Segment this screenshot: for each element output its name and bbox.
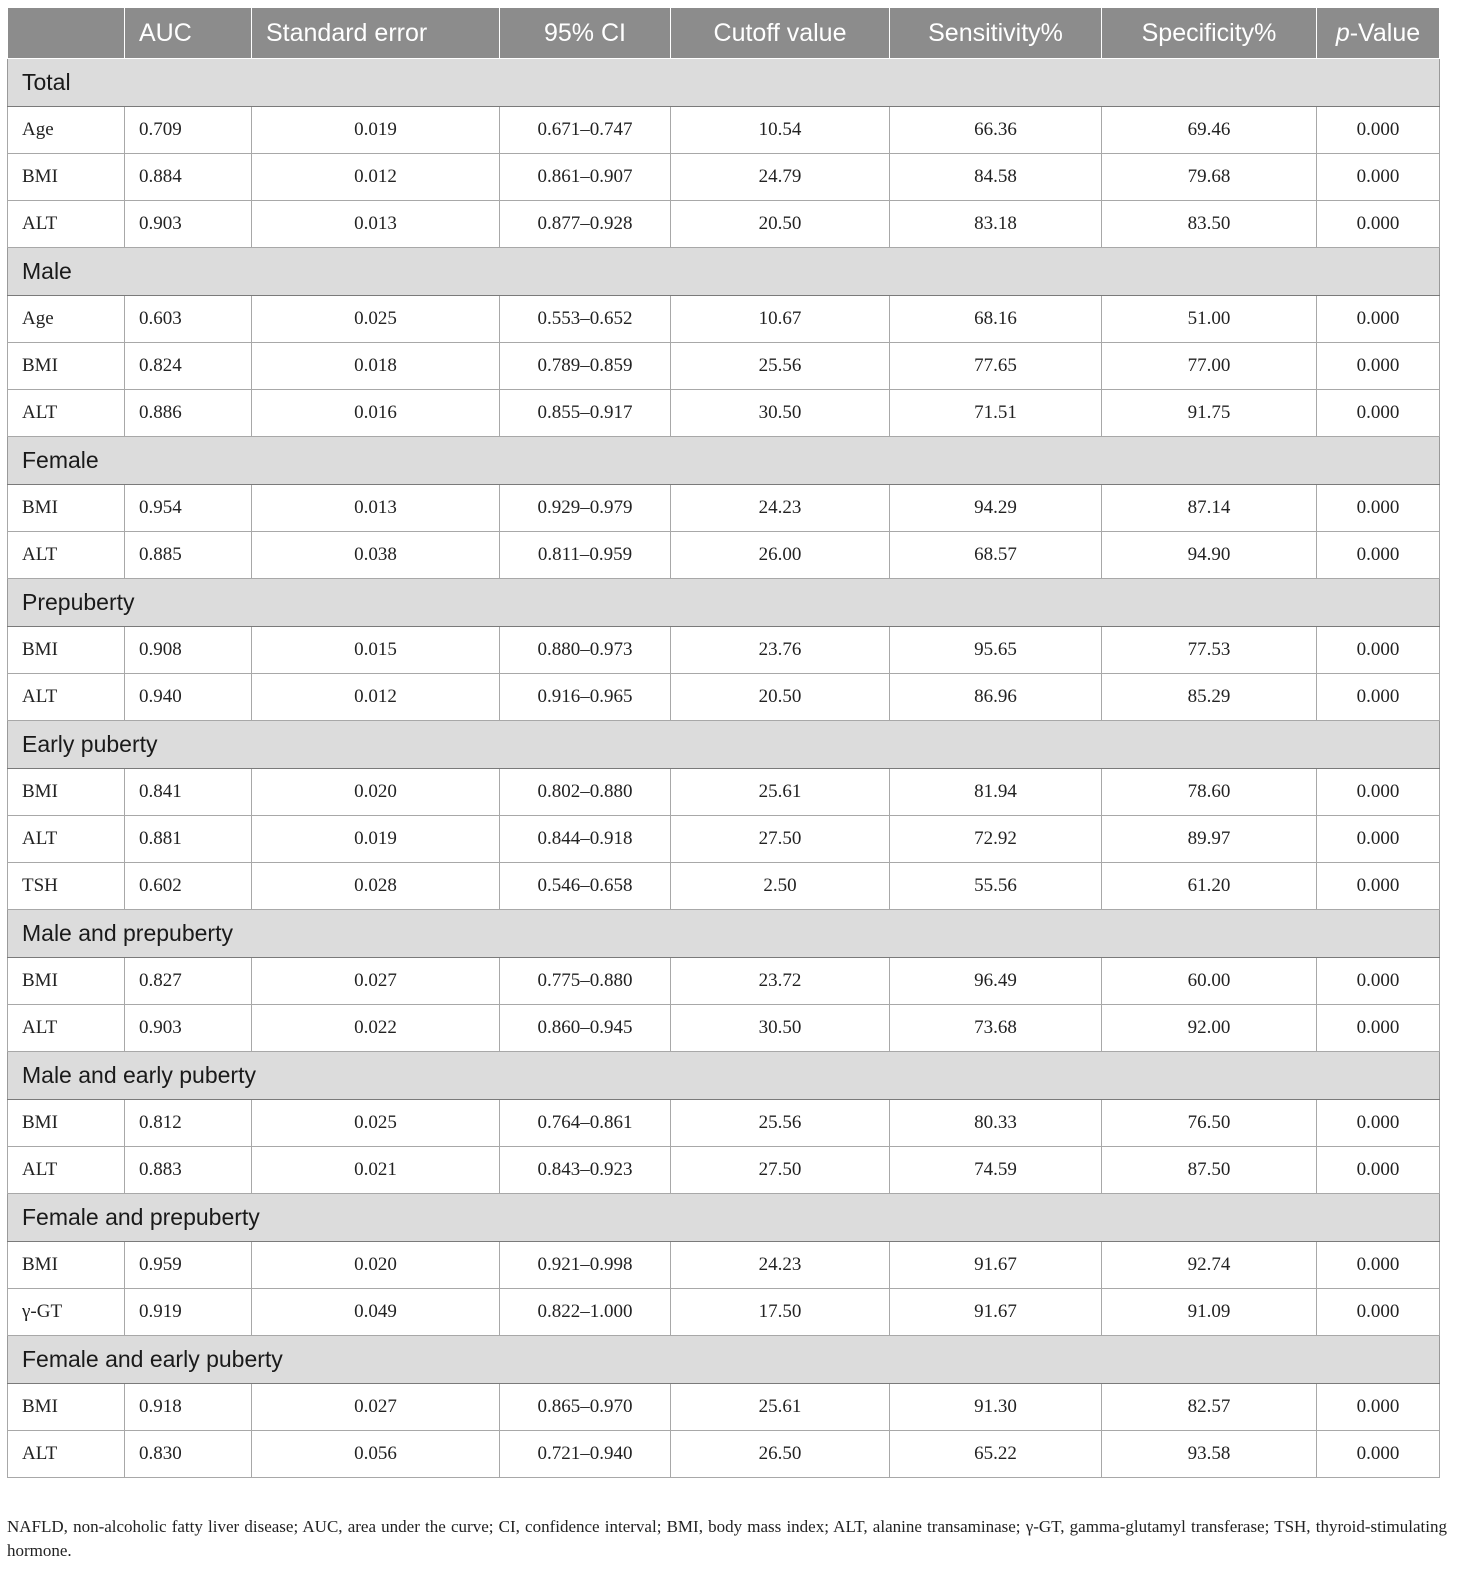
cell-ci: 0.721–0.940 xyxy=(500,1431,671,1478)
cell-specificity: 61.20 xyxy=(1102,863,1317,910)
cell-variable: BMI xyxy=(8,154,125,201)
group-title: Prepuberty xyxy=(8,579,1440,627)
cell-standard-error: 0.020 xyxy=(252,1242,500,1289)
table-row xyxy=(8,627,1440,674)
table-row xyxy=(8,1431,1440,1478)
group-row xyxy=(8,248,1440,296)
cell-p-value: 0.000 xyxy=(1317,674,1440,721)
cell-variable: BMI xyxy=(8,1384,125,1431)
cell-sensitivity: 94.29 xyxy=(890,485,1102,532)
cell-auc: 0.886 xyxy=(125,390,252,437)
table-container xyxy=(7,7,1439,1478)
header-variable xyxy=(8,8,125,59)
table-row xyxy=(8,1242,1440,1289)
cell-auc: 0.884 xyxy=(125,154,252,201)
cell-cutoff: 20.50 xyxy=(671,674,890,721)
cell-variable: ALT xyxy=(8,1431,125,1478)
cell-auc: 0.602 xyxy=(125,863,252,910)
header-specificity: Specificity% xyxy=(1102,8,1317,59)
header-sensitivity: Sensitivity% xyxy=(890,8,1102,59)
cell-p-value: 0.000 xyxy=(1317,1242,1440,1289)
cell-standard-error: 0.049 xyxy=(252,1289,500,1336)
cell-ci: 0.553–0.652 xyxy=(500,296,671,343)
cell-p-value: 0.000 xyxy=(1317,107,1440,154)
table-row xyxy=(8,107,1440,154)
cell-p-value: 0.000 xyxy=(1317,1005,1440,1052)
table-row xyxy=(8,769,1440,816)
table-row xyxy=(8,154,1440,201)
cell-specificity: 92.00 xyxy=(1102,1005,1317,1052)
cell-sensitivity: 72.92 xyxy=(890,816,1102,863)
cell-ci: 0.822–1.000 xyxy=(500,1289,671,1336)
cell-auc: 0.918 xyxy=(125,1384,252,1431)
cell-auc: 0.883 xyxy=(125,1147,252,1194)
cell-variable: ALT xyxy=(8,1147,125,1194)
group-title: Female and prepuberty xyxy=(8,1194,1440,1242)
cell-p-value: 0.000 xyxy=(1317,863,1440,910)
cell-cutoff: 25.61 xyxy=(671,769,890,816)
cell-variable: γ-GT xyxy=(8,1289,125,1336)
cell-p-value: 0.000 xyxy=(1317,816,1440,863)
cell-standard-error: 0.012 xyxy=(252,674,500,721)
group-title: Male xyxy=(8,248,1440,296)
cell-specificity: 87.50 xyxy=(1102,1147,1317,1194)
group-row xyxy=(8,1194,1440,1242)
group-title: Female xyxy=(8,437,1440,485)
cell-p-value: 0.000 xyxy=(1317,201,1440,248)
cell-specificity: 85.29 xyxy=(1102,674,1317,721)
cell-specificity: 60.00 xyxy=(1102,958,1317,1005)
cell-sensitivity: 55.56 xyxy=(890,863,1102,910)
table-row xyxy=(8,1100,1440,1147)
cell-p-value: 0.000 xyxy=(1317,532,1440,579)
table-row xyxy=(8,1005,1440,1052)
cell-sensitivity: 80.33 xyxy=(890,1100,1102,1147)
cell-cutoff: 23.72 xyxy=(671,958,890,1005)
cell-specificity: 94.90 xyxy=(1102,532,1317,579)
group-title: Male and early puberty xyxy=(8,1052,1440,1100)
cell-auc: 0.709 xyxy=(125,107,252,154)
cell-p-value: 0.000 xyxy=(1317,296,1440,343)
cell-cutoff: 24.23 xyxy=(671,1242,890,1289)
cell-variable: BMI xyxy=(8,343,125,390)
cell-ci: 0.811–0.959 xyxy=(500,532,671,579)
cell-sensitivity: 91.30 xyxy=(890,1384,1102,1431)
cell-variable: BMI xyxy=(8,485,125,532)
cell-variable: BMI xyxy=(8,769,125,816)
cell-specificity: 92.74 xyxy=(1102,1242,1317,1289)
group-row xyxy=(8,579,1440,627)
cell-variable: BMI xyxy=(8,1100,125,1147)
group-row xyxy=(8,59,1440,107)
cell-variable: ALT xyxy=(8,816,125,863)
cell-auc: 0.908 xyxy=(125,627,252,674)
cell-standard-error: 0.038 xyxy=(252,532,500,579)
cell-cutoff: 24.23 xyxy=(671,485,890,532)
cell-cutoff: 26.00 xyxy=(671,532,890,579)
cell-standard-error: 0.016 xyxy=(252,390,500,437)
cell-specificity: 93.58 xyxy=(1102,1431,1317,1478)
cell-p-value: 0.000 xyxy=(1317,769,1440,816)
cell-sensitivity: 74.59 xyxy=(890,1147,1102,1194)
cell-standard-error: 0.027 xyxy=(252,958,500,1005)
cell-specificity: 79.68 xyxy=(1102,154,1317,201)
cell-ci: 0.877–0.928 xyxy=(500,201,671,248)
group-title: Early puberty xyxy=(8,721,1440,769)
cell-cutoff: 27.50 xyxy=(671,816,890,863)
cell-cutoff: 25.56 xyxy=(671,1100,890,1147)
cell-ci: 0.546–0.658 xyxy=(500,863,671,910)
cell-sensitivity: 77.65 xyxy=(890,343,1102,390)
cell-variable: ALT xyxy=(8,201,125,248)
cell-ci: 0.844–0.918 xyxy=(500,816,671,863)
cell-ci: 0.916–0.965 xyxy=(500,674,671,721)
cell-standard-error: 0.012 xyxy=(252,154,500,201)
table-row xyxy=(8,958,1440,1005)
cell-sensitivity: 91.67 xyxy=(890,1289,1102,1336)
table-row xyxy=(8,201,1440,248)
cell-sensitivity: 83.18 xyxy=(890,201,1102,248)
group-row xyxy=(8,1052,1440,1100)
cell-auc: 0.954 xyxy=(125,485,252,532)
cell-ci: 0.775–0.880 xyxy=(500,958,671,1005)
cell-ci: 0.929–0.979 xyxy=(500,485,671,532)
group-row xyxy=(8,721,1440,769)
cell-auc: 0.824 xyxy=(125,343,252,390)
cell-auc: 0.827 xyxy=(125,958,252,1005)
cell-cutoff: 17.50 xyxy=(671,1289,890,1336)
cell-variable: ALT xyxy=(8,532,125,579)
cell-cutoff: 10.67 xyxy=(671,296,890,343)
header-row xyxy=(8,8,1440,59)
cell-auc: 0.919 xyxy=(125,1289,252,1336)
cell-auc: 0.903 xyxy=(125,201,252,248)
cell-specificity: 51.00 xyxy=(1102,296,1317,343)
cell-cutoff: 20.50 xyxy=(671,201,890,248)
cell-specificity: 82.57 xyxy=(1102,1384,1317,1431)
cell-cutoff: 25.56 xyxy=(671,343,890,390)
cell-specificity: 69.46 xyxy=(1102,107,1317,154)
group-title: Male and prepuberty xyxy=(8,910,1440,958)
cell-specificity: 89.97 xyxy=(1102,816,1317,863)
table-row xyxy=(8,390,1440,437)
cell-sensitivity: 71.51 xyxy=(890,390,1102,437)
header-standard-error: Standard error xyxy=(252,8,500,59)
header-ci: 95% CI xyxy=(500,8,671,59)
cell-sensitivity: 68.57 xyxy=(890,532,1102,579)
cell-ci: 0.855–0.917 xyxy=(500,390,671,437)
cell-ci: 0.865–0.970 xyxy=(500,1384,671,1431)
cell-variable: ALT xyxy=(8,674,125,721)
cell-standard-error: 0.020 xyxy=(252,769,500,816)
cell-sensitivity: 68.16 xyxy=(890,296,1102,343)
cell-standard-error: 0.022 xyxy=(252,1005,500,1052)
cell-p-value: 0.000 xyxy=(1317,485,1440,532)
cell-sensitivity: 91.67 xyxy=(890,1242,1102,1289)
cell-cutoff: 30.50 xyxy=(671,390,890,437)
cell-cutoff: 30.50 xyxy=(671,1005,890,1052)
cell-standard-error: 0.019 xyxy=(252,816,500,863)
cell-specificity: 83.50 xyxy=(1102,201,1317,248)
cell-ci: 0.860–0.945 xyxy=(500,1005,671,1052)
group-row xyxy=(8,1336,1440,1384)
cell-p-value: 0.000 xyxy=(1317,1431,1440,1478)
header-p-italic: p xyxy=(1335,18,1350,47)
cell-p-value: 0.000 xyxy=(1317,1100,1440,1147)
cell-standard-error: 0.018 xyxy=(252,343,500,390)
cell-p-value: 0.000 xyxy=(1317,1147,1440,1194)
cell-sensitivity: 66.36 xyxy=(890,107,1102,154)
cell-sensitivity: 96.49 xyxy=(890,958,1102,1005)
cell-specificity: 77.53 xyxy=(1102,627,1317,674)
table-row xyxy=(8,1147,1440,1194)
cell-sensitivity: 84.58 xyxy=(890,154,1102,201)
cell-standard-error: 0.019 xyxy=(252,107,500,154)
cell-standard-error: 0.056 xyxy=(252,1431,500,1478)
cell-specificity: 76.50 xyxy=(1102,1100,1317,1147)
cell-cutoff: 23.76 xyxy=(671,627,890,674)
cell-variable: ALT xyxy=(8,1005,125,1052)
group-row xyxy=(8,437,1440,485)
cell-p-value: 0.000 xyxy=(1317,1384,1440,1431)
cell-standard-error: 0.013 xyxy=(252,201,500,248)
cell-auc: 0.885 xyxy=(125,532,252,579)
cell-specificity: 91.09 xyxy=(1102,1289,1317,1336)
cell-specificity: 77.00 xyxy=(1102,343,1317,390)
table-row xyxy=(8,485,1440,532)
cell-cutoff: 24.79 xyxy=(671,154,890,201)
header-p-rest: -Value xyxy=(1349,18,1421,47)
table-row xyxy=(8,1384,1440,1431)
cell-standard-error: 0.025 xyxy=(252,296,500,343)
cell-ci: 0.802–0.880 xyxy=(500,769,671,816)
cell-variable: TSH xyxy=(8,863,125,910)
cell-cutoff: 10.54 xyxy=(671,107,890,154)
cell-auc: 0.812 xyxy=(125,1100,252,1147)
cell-ci: 0.843–0.923 xyxy=(500,1147,671,1194)
table-row xyxy=(8,674,1440,721)
cell-ci: 0.764–0.861 xyxy=(500,1100,671,1147)
cell-auc: 0.603 xyxy=(125,296,252,343)
table-footnote: NAFLD, non-alcoholic fatty liver disease; AUC, area under the curve; CI, confidence interval; BMI, body mass index; ALT, alanine transaminase; γ-GT, gamma-glutamyl transferase; TSH, thyroid-stimulating hormone. xyxy=(7,1517,1447,1560)
cell-standard-error: 0.025 xyxy=(252,1100,500,1147)
cell-specificity: 87.14 xyxy=(1102,485,1317,532)
cell-cutoff: 27.50 xyxy=(671,1147,890,1194)
header-auc: AUC xyxy=(125,8,252,59)
header-p-value xyxy=(1317,8,1440,59)
cell-auc: 0.959 xyxy=(125,1242,252,1289)
cell-auc: 0.841 xyxy=(125,769,252,816)
group-title: Total xyxy=(8,59,1440,107)
cell-cutoff: 2.50 xyxy=(671,863,890,910)
cell-p-value: 0.000 xyxy=(1317,958,1440,1005)
cell-variable: BMI xyxy=(8,1242,125,1289)
cell-standard-error: 0.015 xyxy=(252,627,500,674)
cell-auc: 0.830 xyxy=(125,1431,252,1478)
cell-p-value: 0.000 xyxy=(1317,1289,1440,1336)
table-row xyxy=(8,343,1440,390)
cell-variable: Age xyxy=(8,107,125,154)
table-row xyxy=(8,816,1440,863)
cell-ci: 0.880–0.973 xyxy=(500,627,671,674)
cell-variable: Age xyxy=(8,296,125,343)
table-header xyxy=(8,8,1440,59)
roc-results-table xyxy=(7,7,1440,1478)
table-body xyxy=(8,59,1440,1478)
table-row xyxy=(8,1289,1440,1336)
table-row xyxy=(8,863,1440,910)
cell-variable: BMI xyxy=(8,958,125,1005)
cell-standard-error: 0.021 xyxy=(252,1147,500,1194)
cell-cutoff: 25.61 xyxy=(671,1384,890,1431)
table-row xyxy=(8,296,1440,343)
cell-standard-error: 0.028 xyxy=(252,863,500,910)
cell-p-value: 0.000 xyxy=(1317,390,1440,437)
header-cutoff: Cutoff value xyxy=(671,8,890,59)
cell-ci: 0.861–0.907 xyxy=(500,154,671,201)
cell-p-value: 0.000 xyxy=(1317,343,1440,390)
cell-auc: 0.903 xyxy=(125,1005,252,1052)
cell-standard-error: 0.027 xyxy=(252,1384,500,1431)
cell-sensitivity: 73.68 xyxy=(890,1005,1102,1052)
cell-sensitivity: 65.22 xyxy=(890,1431,1102,1478)
cell-specificity: 91.75 xyxy=(1102,390,1317,437)
cell-auc: 0.881 xyxy=(125,816,252,863)
table-row xyxy=(8,532,1440,579)
cell-standard-error: 0.013 xyxy=(252,485,500,532)
cell-sensitivity: 81.94 xyxy=(890,769,1102,816)
cell-ci: 0.921–0.998 xyxy=(500,1242,671,1289)
cell-ci: 0.789–0.859 xyxy=(500,343,671,390)
group-title: Female and early puberty xyxy=(8,1336,1440,1384)
cell-specificity: 78.60 xyxy=(1102,769,1317,816)
cell-p-value: 0.000 xyxy=(1317,627,1440,674)
cell-variable: BMI xyxy=(8,627,125,674)
cell-sensitivity: 95.65 xyxy=(890,627,1102,674)
cell-variable: ALT xyxy=(8,390,125,437)
cell-auc: 0.940 xyxy=(125,674,252,721)
cell-p-value: 0.000 xyxy=(1317,154,1440,201)
group-row xyxy=(8,910,1440,958)
cell-sensitivity: 86.96 xyxy=(890,674,1102,721)
cell-ci: 0.671–0.747 xyxy=(500,107,671,154)
cell-cutoff: 26.50 xyxy=(671,1431,890,1478)
